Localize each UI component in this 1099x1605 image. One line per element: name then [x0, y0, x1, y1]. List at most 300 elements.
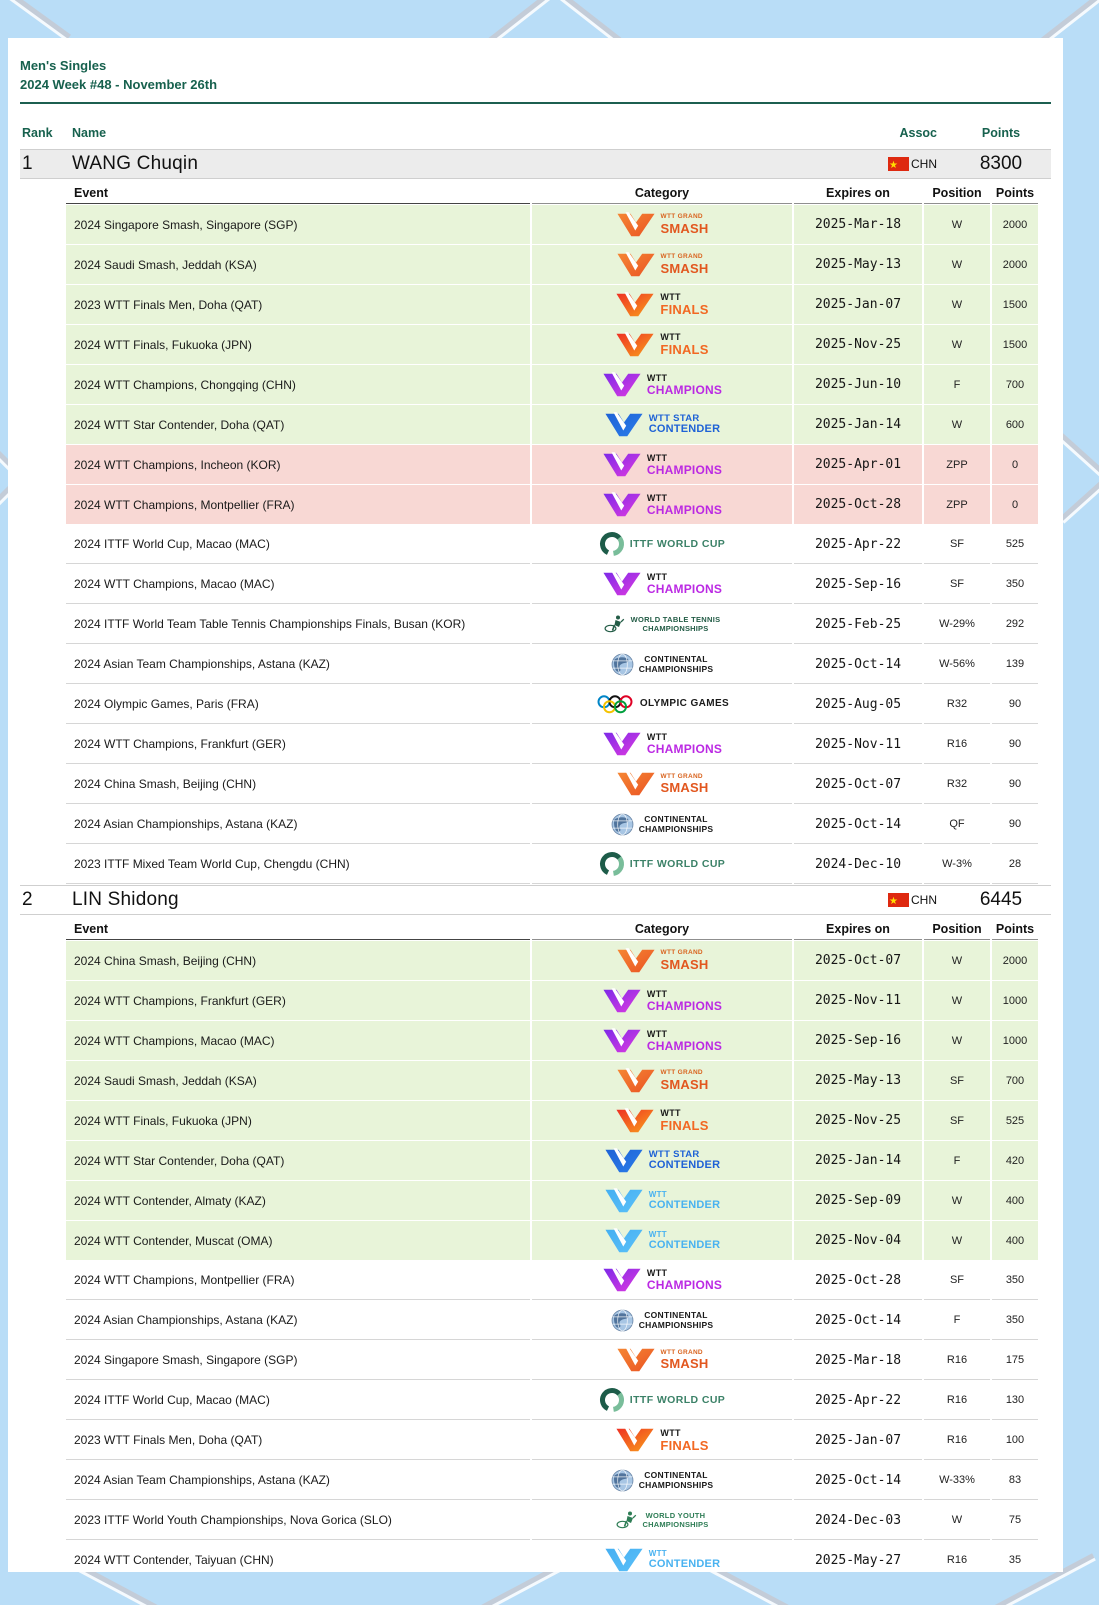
category-label-line: WTT — [646, 492, 668, 503]
event-expires: 2025-Feb-25 — [794, 605, 922, 644]
event-points: 2000 — [992, 941, 1038, 980]
event-points: 28 — [992, 845, 1038, 884]
wtt-v-icon — [615, 292, 655, 318]
event-position: W — [924, 1221, 990, 1260]
category-label-line: CHAMPIONS — [646, 462, 723, 477]
category-label-line: WTT — [646, 1268, 668, 1278]
category-logo-wttc — [604, 614, 721, 634]
event-category — [532, 645, 792, 684]
wtt-v-icon — [602, 731, 642, 757]
globe-icon — [611, 1469, 634, 1492]
page-subtitle: 2024 Week #48 - November 26th — [20, 77, 218, 92]
category-logo-finals — [615, 332, 708, 358]
category-logo-contender — [604, 1228, 720, 1254]
event-row — [66, 1141, 1038, 1180]
category-label-line: WTT — [648, 1549, 667, 1558]
col-points-label: Points — [981, 126, 1021, 140]
svg-text:★: ★ — [889, 896, 898, 907]
event-expires: 2024-Dec-10 — [794, 845, 922, 884]
event-position: QF — [924, 805, 990, 844]
player-name: WANG Chuqin — [72, 153, 199, 174]
event-category — [532, 485, 792, 524]
category-label-line: WTT GRAND — [660, 1348, 703, 1356]
category-label — [661, 1350, 709, 1371]
category-label-line: WTT GRAND — [660, 772, 703, 780]
event-expires: 2025-May-13 — [794, 1061, 922, 1100]
event-category — [532, 685, 792, 724]
event-category — [532, 205, 792, 244]
category-label — [660, 1429, 708, 1452]
event-position: R32 — [924, 765, 990, 804]
event-expires: 2025-Apr-22 — [794, 1381, 922, 1420]
category-label-line: CONTENDER — [648, 1198, 721, 1211]
category-logo-olympic — [595, 693, 729, 715]
col-expires-label: Expires on — [794, 919, 922, 940]
category-label-line: WTT — [648, 1189, 667, 1199]
event-name: 2023 WTT Finals Men, Doha (QAT) — [66, 1421, 530, 1460]
events-table — [64, 918, 1040, 1572]
event-expires: 2025-Nov-25 — [794, 1101, 922, 1140]
category-label — [630, 539, 725, 550]
event-points: 100 — [992, 1421, 1038, 1460]
event-name: 2024 WTT Finals, Fukuoka (JPN) — [66, 325, 530, 364]
event-category — [532, 1461, 792, 1500]
event-name: 2024 WTT Finals, Fukuoka (JPN) — [66, 1101, 530, 1140]
event-points: 600 — [992, 405, 1038, 444]
category-label — [647, 733, 722, 755]
event-row — [66, 445, 1038, 484]
category-label — [649, 1191, 720, 1211]
event-category — [532, 405, 792, 444]
player-name: LIN Shidong — [72, 889, 179, 910]
event-name: 2023 ITTF World Youth Championships, Nova Gorica (SLO) — [66, 1501, 530, 1540]
event-points: 83 — [992, 1461, 1038, 1500]
event-name: 2024 WTT Champions, Incheon (KOR) — [66, 445, 530, 484]
ittf-player-icon — [604, 614, 626, 634]
event-points: 175 — [992, 1341, 1038, 1380]
category-label — [643, 1512, 709, 1528]
category-label — [639, 655, 713, 673]
category-label-line: CONTENDER — [648, 1159, 721, 1172]
category-label — [649, 1231, 720, 1251]
event-category — [532, 1501, 792, 1540]
event-position: W — [924, 205, 990, 244]
event-name: 2024 China Smash, Beijing (CHN) — [66, 765, 530, 804]
category-label-line: WTT GRAND — [660, 253, 703, 261]
category-label — [647, 1269, 722, 1291]
ittf-ball-icon — [599, 1387, 625, 1413]
event-points: 2000 — [992, 205, 1038, 244]
category-label — [630, 859, 725, 870]
category-logo-champions — [602, 492, 722, 518]
wtt-v-icon — [616, 212, 656, 238]
event-name: 2024 Singapore Smash, Singapore (SGP) — [66, 1341, 530, 1380]
event-expires: 2025-Oct-14 — [794, 1301, 922, 1340]
events-table — [64, 182, 1040, 885]
event-name: 2024 ITTF World Team Table Tennis Championships Finals, Busan (KOR) — [66, 605, 530, 644]
ranking-header — [20, 126, 1051, 140]
event-expires: 2025-Apr-01 — [794, 445, 922, 484]
event-position: R32 — [924, 685, 990, 724]
category-label-line: WTT — [646, 1028, 668, 1039]
category-label — [647, 494, 722, 516]
col-expires-label: Expires on — [794, 183, 922, 204]
col-position-label: Position — [924, 919, 990, 940]
event-name: 2024 WTT Star Contender, Doha (QAT) — [66, 1141, 530, 1180]
event-row — [66, 325, 1038, 364]
category-label — [661, 950, 709, 971]
category-label-line: WTT — [646, 732, 668, 742]
event-position: R16 — [924, 1421, 990, 1460]
event-row — [66, 1341, 1038, 1380]
category-label-line: WTT STAR — [648, 412, 700, 424]
event-row — [66, 205, 1038, 244]
event-expires: 2025-Mar-18 — [794, 1341, 922, 1380]
category-label-line: WORLD YOUTH — [645, 1511, 706, 1520]
event-expires: 2025-Jan-14 — [794, 1141, 922, 1180]
event-category — [532, 325, 792, 364]
event-category — [532, 981, 792, 1020]
category-label-line: WTT — [646, 372, 668, 383]
col-assoc-label: Assoc — [899, 126, 937, 140]
category-logo-continental — [611, 653, 713, 676]
event-name: 2024 WTT Contender, Almaty (KAZ) — [66, 1181, 530, 1220]
event-row — [66, 765, 1038, 804]
category-label-line: CHAMPIONSHIPS — [638, 1319, 714, 1330]
category-label-line: WORLD TABLE TENNIS — [630, 615, 721, 624]
category-label-line: WTT — [660, 1108, 681, 1118]
player-rank: 2 — [22, 889, 33, 910]
category-label-line: CHAMPIONS — [646, 1038, 723, 1053]
category-logo-continental — [611, 1469, 713, 1492]
wtt-v-icon — [616, 771, 656, 797]
player-section — [20, 149, 1051, 885]
category-label — [647, 374, 722, 396]
event-position: R16 — [924, 725, 990, 764]
category-label — [639, 815, 713, 833]
event-name: 2024 WTT Champions, Macao (MAC) — [66, 1021, 530, 1060]
event-expires: 2025-Mar-18 — [794, 205, 922, 244]
event-expires: 2025-Jan-07 — [794, 1421, 922, 1460]
event-row — [66, 565, 1038, 604]
event-position: R16 — [924, 1341, 990, 1380]
wtt-v-icon — [616, 1068, 656, 1094]
category-label — [631, 616, 721, 632]
ittf-ball-icon — [599, 531, 625, 557]
event-expires: 2025-Oct-28 — [794, 1261, 922, 1300]
event-expires: 2025-Apr-22 — [794, 525, 922, 564]
col-category-label: Category — [532, 919, 792, 940]
event-row — [66, 845, 1038, 884]
event-expires: 2025-May-27 — [794, 1541, 922, 1572]
event-points: 1500 — [992, 325, 1038, 364]
wtt-v-icon — [604, 1188, 644, 1214]
event-points: 90 — [992, 765, 1038, 804]
event-position: W-56% — [924, 645, 990, 684]
event-category — [532, 1381, 792, 1420]
category-label-line: WTT — [648, 1229, 667, 1239]
event-position: W — [924, 981, 990, 1020]
player-assoc — [781, 157, 951, 171]
event-row — [66, 645, 1038, 684]
page-title: Men's Singles — [20, 58, 107, 73]
event-name: 2024 Singapore Smash, Singapore (SGP) — [66, 205, 530, 244]
event-row — [66, 285, 1038, 324]
wtt-v-icon — [602, 1028, 642, 1054]
event-expires: 2025-Oct-07 — [794, 941, 922, 980]
players-list — [20, 149, 1051, 1572]
category-label-line: WTT — [660, 332, 681, 342]
event-expires: 2025-Aug-05 — [794, 685, 922, 724]
category-label — [647, 990, 722, 1012]
event-position: W — [924, 1181, 990, 1220]
event-row — [66, 941, 1038, 980]
event-expires: 2025-Jun-10 — [794, 365, 922, 404]
wtt-v-icon — [615, 1108, 655, 1134]
category-label-line: FINALS — [660, 302, 709, 317]
event-points: 350 — [992, 1301, 1038, 1340]
event-category — [532, 845, 792, 884]
event-name: 2024 Olympic Games, Paris (FRA) — [66, 685, 530, 724]
wtt-v-icon — [604, 1228, 644, 1254]
event-points: 525 — [992, 1101, 1038, 1140]
event-points: 1000 — [992, 1021, 1038, 1060]
player-assoc — [781, 893, 951, 907]
event-row — [66, 1061, 1038, 1100]
event-name: 2024 WTT Contender, Muscat (OMA) — [66, 1221, 530, 1260]
category-logo-champions — [602, 731, 722, 757]
category-logo-star-contender — [604, 412, 720, 438]
event-name: 2024 ITTF World Cup, Macao (MAC) — [66, 525, 530, 564]
event-row — [66, 1261, 1038, 1300]
category-logo-grand-smash — [616, 1347, 709, 1373]
category-label-line: CONTENDER — [648, 1238, 721, 1251]
category-label-line: WTT — [660, 1427, 681, 1438]
event-points: 525 — [992, 525, 1038, 564]
category-logo-world-youth — [616, 1510, 709, 1530]
event-position: SF — [924, 1261, 990, 1300]
event-category — [532, 1021, 792, 1060]
player-points: 8300 — [979, 153, 1023, 174]
event-expires: 2024-Dec-03 — [794, 1501, 922, 1540]
wtt-v-icon — [602, 492, 642, 518]
wtt-v-icon — [604, 1148, 644, 1174]
event-position: W — [924, 245, 990, 284]
event-position: W-29% — [924, 605, 990, 644]
event-expires: 2025-Oct-14 — [794, 1461, 922, 1500]
category-label-line: ITTF WORLD CUP — [629, 537, 726, 550]
category-label — [660, 293, 708, 316]
event-points: 2000 — [992, 245, 1038, 284]
event-expires: 2025-Nov-25 — [794, 325, 922, 364]
category-label — [660, 333, 708, 356]
category-logo-continental — [611, 813, 713, 836]
col-category-label: Category — [532, 183, 792, 204]
col-rank-label: Rank — [22, 126, 53, 140]
wtt-v-icon — [604, 412, 644, 438]
event-expires: 2025-Oct-14 — [794, 645, 922, 684]
category-label — [649, 414, 720, 436]
event-expires: 2025-Sep-16 — [794, 1021, 922, 1060]
event-points: 139 — [992, 645, 1038, 684]
event-row — [66, 1021, 1038, 1060]
player-bar[interactable] — [20, 885, 1051, 915]
category-label-line: WTT GRAND — [660, 949, 703, 957]
event-position: W — [924, 325, 990, 364]
category-label — [660, 1109, 708, 1132]
wtt-v-icon — [615, 1427, 655, 1453]
event-points: 400 — [992, 1221, 1038, 1260]
event-category — [532, 1101, 792, 1140]
category-logo-champions — [602, 988, 722, 1014]
globe-icon — [611, 653, 634, 676]
category-label — [661, 254, 709, 275]
event-points: 292 — [992, 605, 1038, 644]
event-name: 2024 Asian Team Championships, Astana (KAZ) — [66, 1461, 530, 1500]
category-label-line: CONTINENTAL — [644, 814, 708, 824]
event-row — [66, 1221, 1038, 1260]
category-label-line: SMASH — [660, 220, 709, 236]
event-row — [66, 1421, 1038, 1460]
title-divider — [20, 102, 1051, 104]
col-event-label: Event — [66, 919, 530, 940]
player-assoc-code: CHN — [911, 893, 937, 907]
event-category — [532, 1341, 792, 1380]
event-points: 1500 — [992, 285, 1038, 324]
category-label — [647, 573, 722, 595]
event-name: 2024 WTT Champions, Frankfurt (GER) — [66, 981, 530, 1020]
category-logo-continental — [611, 1309, 713, 1332]
event-expires: 2025-Jan-07 — [794, 285, 922, 324]
category-label-line: CHAMPIONSHIPS — [642, 623, 709, 633]
event-points: 130 — [992, 1381, 1038, 1420]
event-name: 2024 Saudi Smash, Jeddah (KSA) — [66, 245, 530, 284]
globe-icon — [611, 1309, 634, 1332]
category-label-line: SMASH — [660, 780, 709, 796]
event-name: 2024 WTT Star Contender, Doha (QAT) — [66, 405, 530, 444]
wtt-v-icon — [602, 1267, 642, 1293]
event-row — [66, 1541, 1038, 1572]
event-position: SF — [924, 525, 990, 564]
event-name: 2024 China Smash, Beijing (CHN) — [66, 941, 530, 980]
category-label-line: CHAMPIONSHIPS — [638, 1479, 714, 1490]
event-position: W — [924, 1501, 990, 1540]
svg-text:★: ★ — [889, 160, 898, 171]
event-row — [66, 405, 1038, 444]
category-label-line: WTT GRAND — [660, 1069, 703, 1077]
event-points: 90 — [992, 685, 1038, 724]
event-row — [66, 1501, 1038, 1540]
event-row — [66, 485, 1038, 524]
event-category — [532, 725, 792, 764]
event-category — [532, 605, 792, 644]
event-category — [532, 1261, 792, 1300]
event-category — [532, 365, 792, 404]
event-category — [532, 1061, 792, 1100]
event-category — [532, 1301, 792, 1340]
category-label-line: CHAMPIONS — [646, 502, 723, 517]
wtt-v-icon — [602, 571, 642, 597]
category-label-line: CHAMPIONSHIPS — [638, 823, 714, 834]
event-position: W-3% — [924, 845, 990, 884]
event-row — [66, 685, 1038, 724]
category-logo-champions — [602, 1267, 722, 1293]
category-logo-champions — [602, 1028, 722, 1054]
category-label — [647, 454, 722, 476]
category-label-line: ITTF WORLD CUP — [629, 857, 726, 870]
player-bar[interactable] — [20, 149, 1051, 179]
event-points: 35 — [992, 1541, 1038, 1572]
player-rank: 1 — [22, 153, 33, 174]
event-position: R16 — [924, 1381, 990, 1420]
category-label-line: WTT STAR — [648, 1148, 700, 1160]
category-label-line: FINALS — [660, 1437, 709, 1453]
category-label — [661, 1070, 709, 1091]
event-position: W — [924, 941, 990, 980]
event-name: 2024 Asian Championships, Astana (KAZ) — [66, 805, 530, 844]
event-expires: 2025-Oct-14 — [794, 805, 922, 844]
player-points: 6445 — [979, 889, 1023, 910]
event-points: 700 — [992, 1061, 1038, 1100]
event-expires: 2025-Oct-28 — [794, 485, 922, 524]
category-label-line: WTT — [646, 988, 668, 999]
category-label-line: SMASH — [660, 1076, 709, 1092]
china-flag-icon — [888, 893, 909, 907]
event-category — [532, 1221, 792, 1260]
event-category — [532, 445, 792, 484]
event-name: 2024 WTT Champions, Macao (MAC) — [66, 565, 530, 604]
category-logo-star-contender — [604, 1148, 720, 1174]
event-expires: 2025-Nov-11 — [794, 981, 922, 1020]
col-event-points-label: Points — [992, 183, 1038, 204]
category-label-line: CHAMPIONSHIPS — [642, 1519, 709, 1529]
category-logo-ittf-world-cup — [599, 1387, 725, 1413]
event-row — [66, 725, 1038, 764]
category-logo-contender — [604, 1547, 720, 1572]
event-row — [66, 1101, 1038, 1140]
category-label — [661, 214, 709, 235]
event-category — [532, 565, 792, 604]
event-points: 90 — [992, 805, 1038, 844]
category-logo-finals — [615, 292, 708, 318]
event-category — [532, 245, 792, 284]
event-row — [66, 365, 1038, 404]
player-section — [20, 885, 1051, 1572]
page-header — [20, 56, 1051, 94]
event-position: W — [924, 285, 990, 324]
category-logo-champions — [602, 452, 722, 478]
category-logo-grand-smash — [616, 212, 709, 238]
event-row — [66, 525, 1038, 564]
category-label — [647, 1030, 722, 1052]
category-logo-grand-smash — [616, 948, 709, 974]
category-label — [630, 1395, 725, 1406]
event-name: 2024 WTT Champions, Montpellier (FRA) — [66, 1261, 530, 1300]
event-points: 0 — [992, 485, 1038, 524]
event-category — [532, 1141, 792, 1180]
event-row — [66, 1181, 1038, 1220]
wtt-v-icon — [602, 988, 642, 1014]
wtt-v-icon — [604, 1547, 644, 1572]
event-category — [532, 805, 792, 844]
event-name: 2024 Asian Team Championships, Astana (KAZ) — [66, 645, 530, 684]
category-logo-ittf-world-cup — [599, 531, 725, 557]
category-label-line: SMASH — [660, 260, 709, 276]
event-category — [532, 285, 792, 324]
category-logo-grand-smash — [616, 1068, 709, 1094]
event-points: 0 — [992, 445, 1038, 484]
event-expires: 2025-Jan-14 — [794, 405, 922, 444]
